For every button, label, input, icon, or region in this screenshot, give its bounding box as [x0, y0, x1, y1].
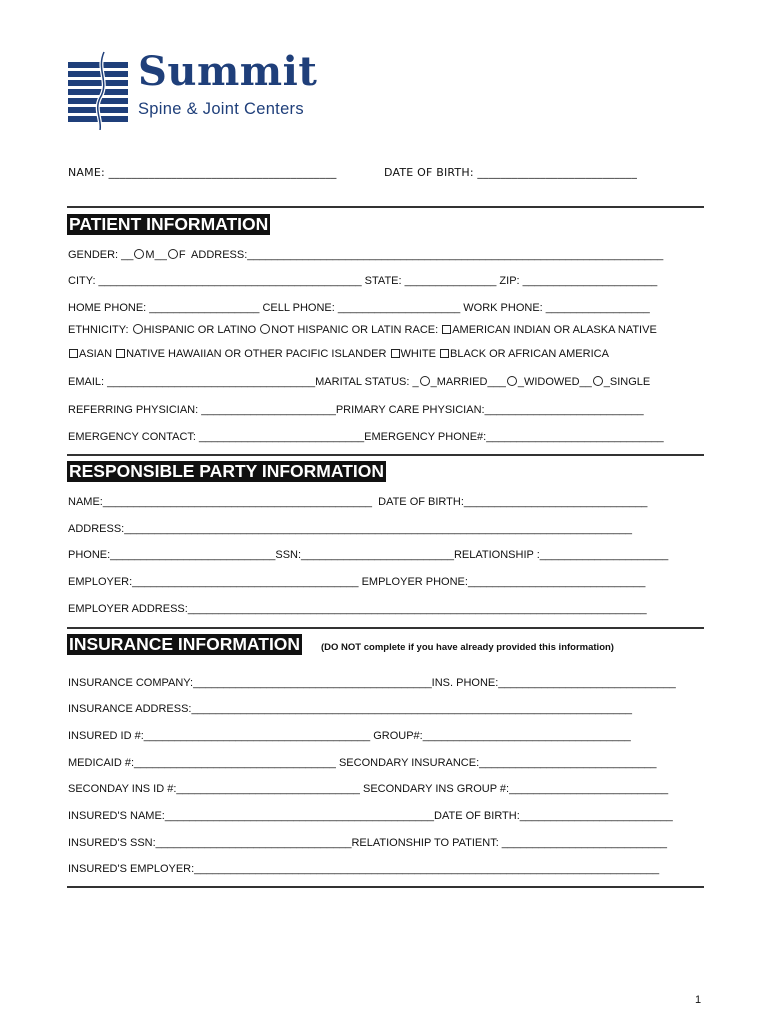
logo-mark-icon [68, 50, 132, 130]
city-state-zip-row[interactable]: CITY: ___________________________________________ STATE: _______________ ZIP: ______________________ [68, 275, 658, 287]
hispanic-label: HISPANIC OR LATINO [143, 324, 260, 336]
race-white-label: WHITE [400, 348, 439, 360]
divider [67, 206, 704, 208]
divider [67, 627, 704, 629]
married-radio[interactable] [420, 376, 430, 386]
not-hispanic-label: NOT HISPANIC OR LATIN RACE: [271, 324, 442, 336]
responsible-employer-row[interactable]: EMPLOYER:_____________________________________ EMPLOYER PHONE:_____________________________ [68, 576, 646, 588]
gender-label: GENDER: __ [68, 249, 134, 261]
gender-female-radio[interactable] [168, 249, 178, 259]
race-white-checkbox[interactable] [391, 349, 400, 358]
insured-employer-row[interactable]: INSURED'S EMPLOYER:____________________________________________________________________________ [68, 863, 660, 875]
race-american-indian-checkbox[interactable] [442, 325, 451, 334]
insurance-note: (DO NOT complete if you have already provided this information) [321, 642, 614, 653]
married-label: _MARRIED___ [430, 376, 506, 388]
insured-ssn-row[interactable]: INSURED'S SSN:________________________________RELATIONSHIP TO PATIENT: ___________________________ [68, 837, 667, 849]
section-responsible-title: RESPONSIBLE PARTY INFORMATION [69, 461, 385, 481]
widowed-label: _WIDOWED__ [517, 376, 592, 388]
race-black-label: BLACK OR AFRICAN AMERICA [450, 348, 609, 360]
address-field[interactable]: F ADDRESS:____________________________________________________________________ [178, 249, 664, 261]
top-dob-field[interactable]: DATE OF BIRTH: ____________________________ [384, 166, 638, 179]
gender-address-row [68, 249, 663, 262]
hispanic-radio[interactable] [133, 324, 143, 334]
logo-subtitle: Spine & Joint Centers [138, 100, 304, 118]
medicaid-row[interactable]: MEDICAID #:_________________________________ SECONDARY INSURANCE:_____________________________ [68, 757, 657, 769]
phones-row[interactable]: HOME PHONE: __________________ CELL PHONE: ____________________ WORK PHONE: _________________ [68, 302, 650, 314]
physician-row[interactable]: REFERRING PHYSICIAN: ______________________PRIMARY CARE PHYSICIAN:__________________________ [68, 404, 644, 416]
insurance-company-row[interactable]: INSURANCE COMPANY:_______________________________________INS. PHONE:_____________________________ [68, 677, 676, 689]
race-row [68, 348, 609, 361]
race-hawaiian-checkbox[interactable] [116, 349, 125, 358]
logo-word: Summit [138, 48, 318, 95]
logo [68, 50, 348, 130]
single-label: _SINGLE [603, 376, 651, 388]
race-asian-label: ASIAN [79, 348, 116, 360]
ethnicity-row [68, 324, 657, 337]
single-radio[interactable] [593, 376, 603, 386]
divider [67, 886, 704, 888]
page-number: 1 [695, 994, 702, 1006]
not-hispanic-radio[interactable] [260, 324, 270, 334]
ethnicity-label: ETHNICITY: [68, 324, 132, 336]
responsible-phone-row[interactable]: PHONE:___________________________SSN:_________________________RELATIONSHIP :_____________________ [68, 549, 669, 561]
top-name-field[interactable]: NAME: ________________________________________ [68, 166, 337, 179]
race-black-checkbox[interactable] [440, 349, 449, 358]
gender-male-radio[interactable] [134, 249, 144, 259]
insured-name-row[interactable]: INSURED'S NAME:____________________________________________DATE OF BIRTH:_________________________ [68, 810, 673, 822]
race-american-indian-label: AMERICAN INDIAN OR ALASKA NATIVE [452, 324, 657, 336]
section-insurance-title: INSURANCE INFORMATION [69, 634, 301, 654]
emergency-row[interactable]: EMERGENCY CONTACT: ___________________________EMERGENCY PHONE#:_____________________________ [68, 431, 664, 443]
email-marital-row [68, 376, 650, 389]
section-patient-title: PATIENT INFORMATION [69, 214, 269, 234]
widowed-radio[interactable] [507, 376, 517, 386]
insured-id-row[interactable]: INSURED ID #:_____________________________________ GROUP#:__________________________________ [68, 730, 631, 742]
secondary-id-row[interactable]: SECONDAY INS ID #:______________________________ SECONDARY INS GROUP #:__________________________ [68, 783, 669, 795]
race-asian-checkbox[interactable] [69, 349, 78, 358]
insurance-address-row[interactable]: INSURANCE ADDRESS:________________________________________________________________________ [68, 703, 632, 715]
responsible-name-row[interactable]: NAME:____________________________________________ DATE OF BIRTH:______________________________ [68, 496, 648, 508]
email-field[interactable]: EMAIL: __________________________________MARITAL STATUS: _ [68, 376, 419, 388]
gender-male-label: M__ [145, 249, 167, 261]
responsible-address-row[interactable]: ADDRESS:___________________________________________________________________________________ [68, 523, 633, 535]
responsible-employer-address-row[interactable]: EMPLOYER ADDRESS:___________________________________________________________________________ [68, 603, 647, 615]
divider [67, 454, 704, 456]
race-hawaiian-label: NATIVE HAWAIIAN OR OTHER PACIFIC ISLANDER [126, 348, 390, 360]
